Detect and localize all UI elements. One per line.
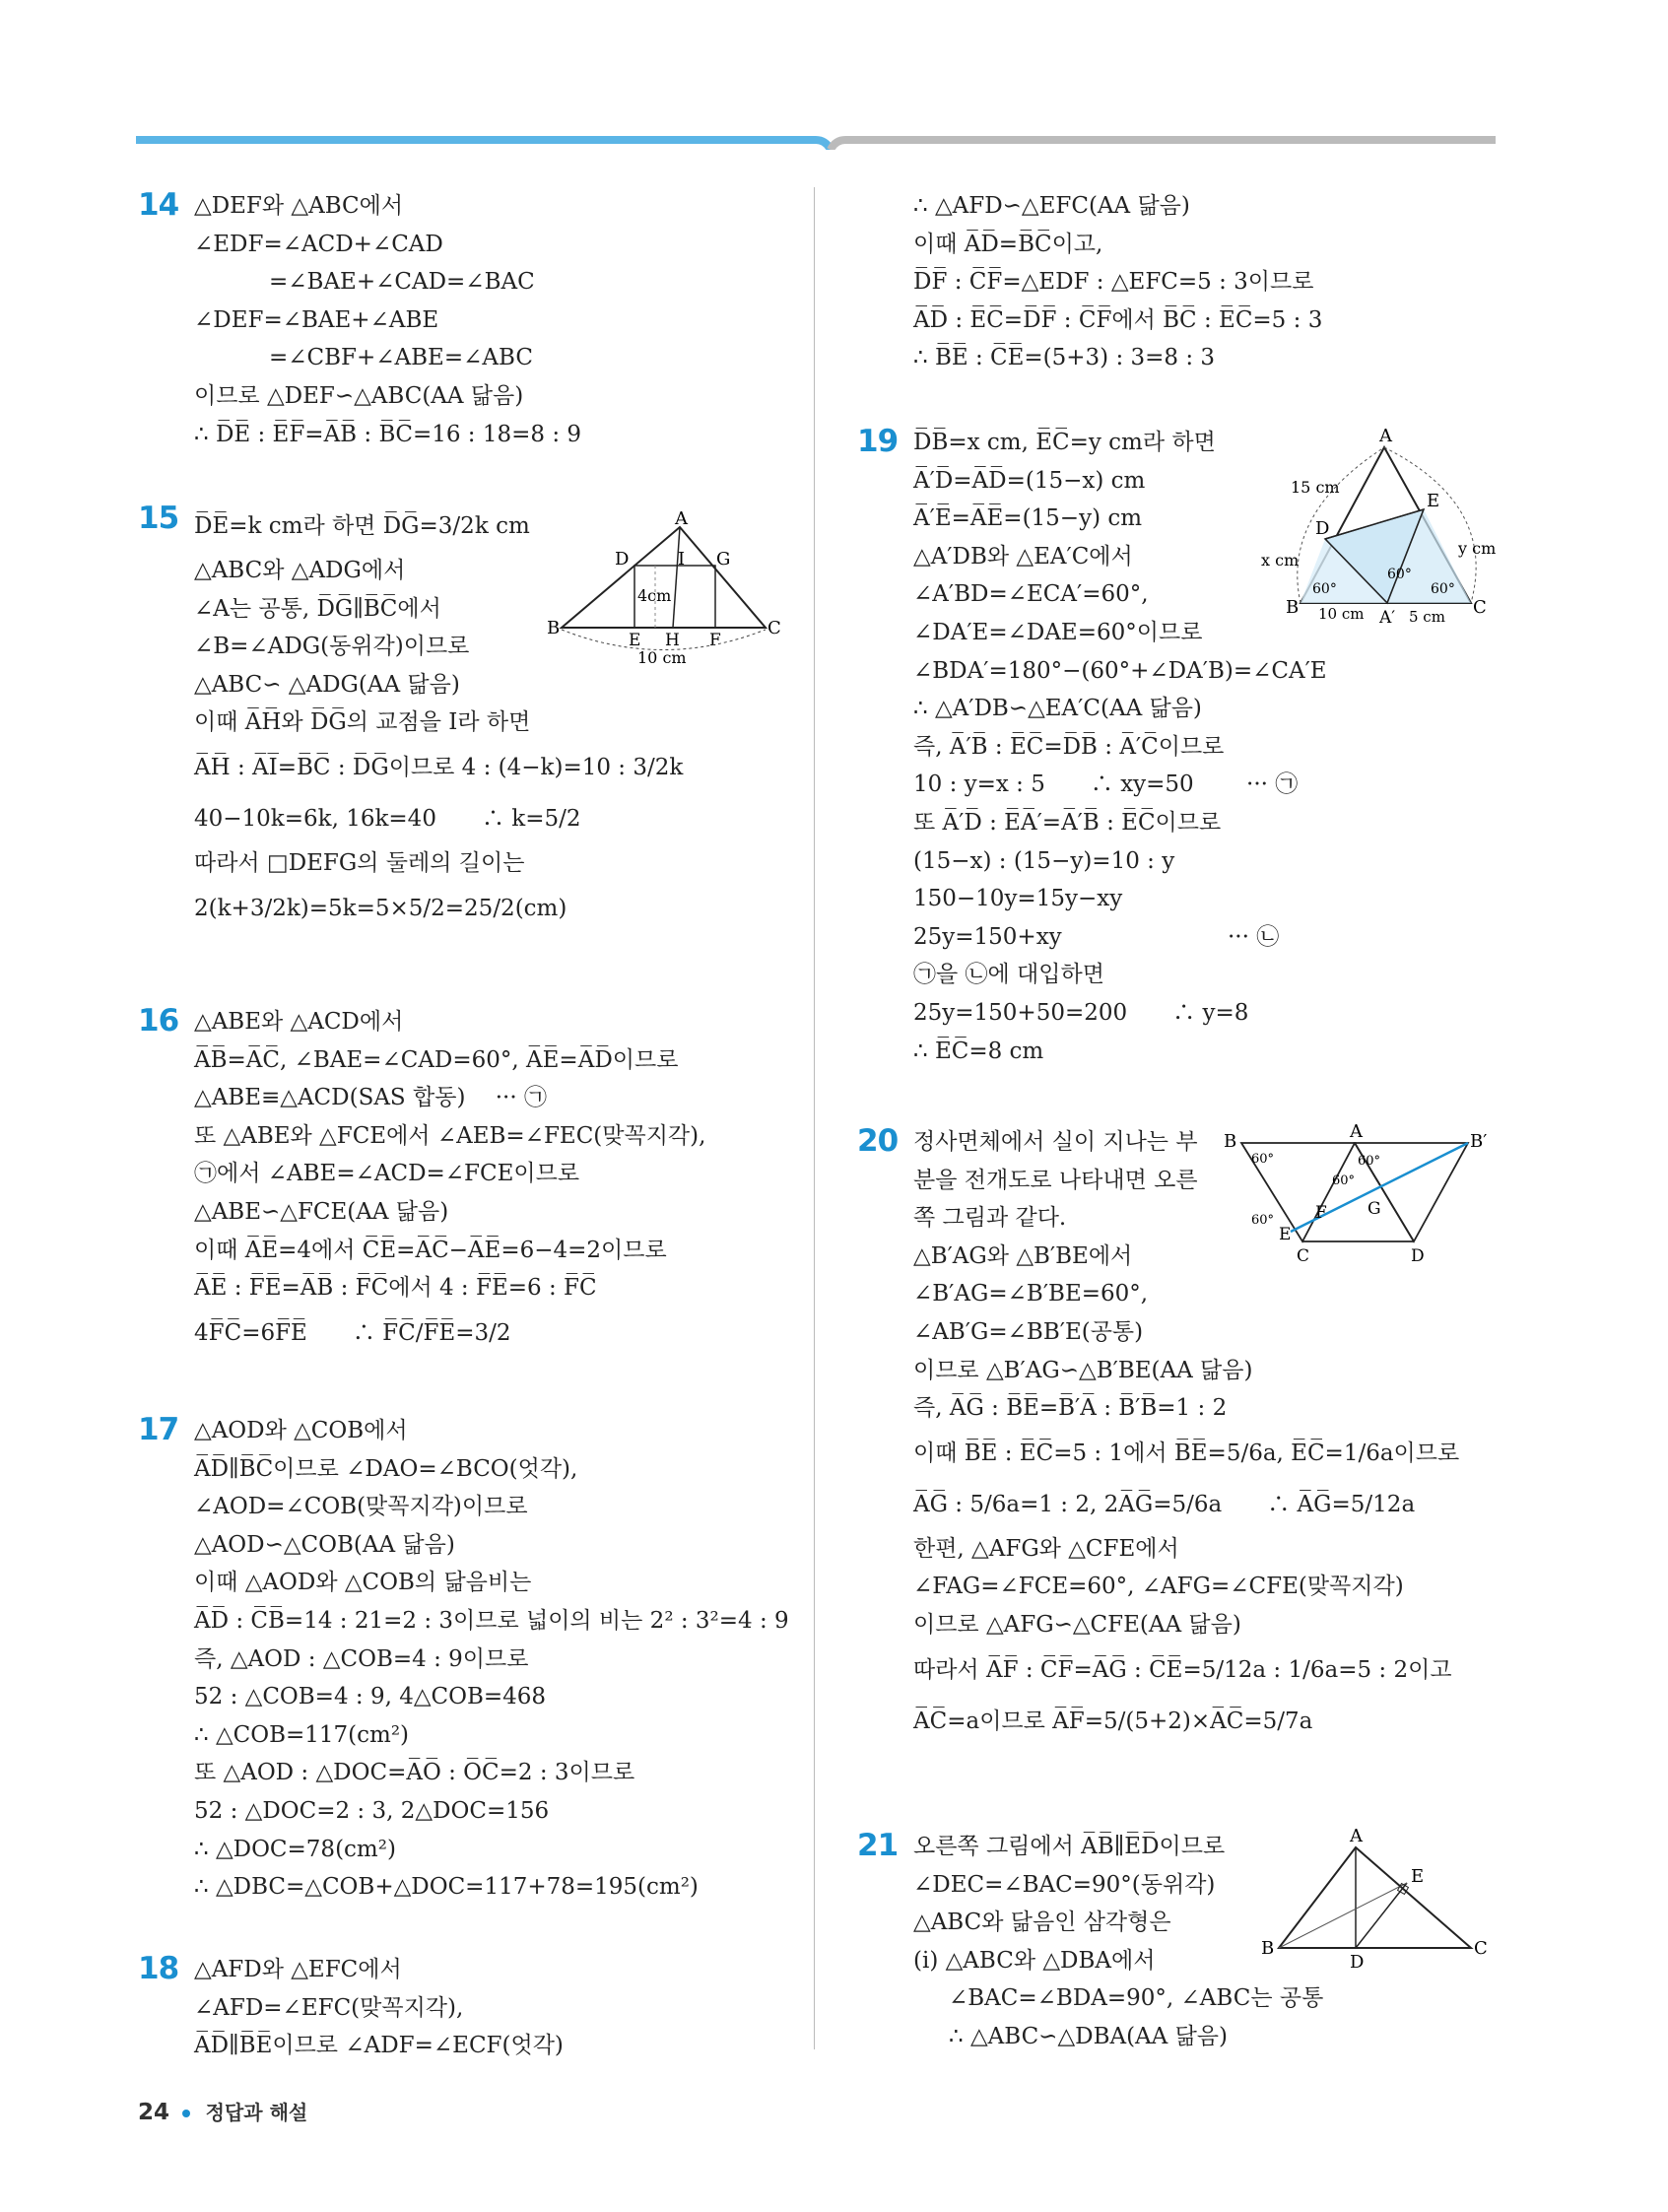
- solution-line: ∠B=∠ADG(동위각)이므로: [194, 634, 470, 660]
- solution-line: △ABC∽ △ADG(AA 닮음): [194, 671, 460, 698]
- solution-line: A̅D̅ : C̅B̅=14 : 21=2 : 3이므로 넓이의 비는 2² : 3²=4 : 9: [194, 1607, 789, 1634]
- solution-line: 쪽 그림과 같다.: [913, 1205, 1067, 1232]
- fig15-A: A: [675, 508, 688, 529]
- fig19-len-5: 5 cm: [1409, 608, 1445, 626]
- solution-line: ㉠을 ㉡에 대입하면: [913, 962, 1104, 988]
- fig15-B: B: [547, 618, 561, 638]
- fig15-E: E: [629, 631, 641, 650]
- fig15-height: 4cm: [637, 586, 672, 605]
- footer-label: 정답과 해설: [205, 2101, 308, 2124]
- solution-line: ∴ B̅E̅ : C̅E̅=(5+3) : 3=8 : 3: [913, 345, 1216, 371]
- problem-number: 16: [138, 1003, 179, 1039]
- fig21-E: E: [1411, 1866, 1425, 1887]
- solution-line: 따라서 □DEFG의 둘레의 길이는: [194, 849, 525, 876]
- solution-line: 즉, △AOD : △COB=4 : 9이므로: [194, 1645, 529, 1672]
- fig19-len-x: x cm: [1261, 551, 1300, 570]
- solution-line: A̅D̅ : E̅C̅=D̅F̅ : C̅F̅에서 B̅C̅ : E̅C̅=5 : 3: [913, 306, 1323, 333]
- solution-line: △ABC와 △ADG에서: [194, 558, 406, 583]
- solution-line: △AOD∽△COB(AA 닮음): [194, 1531, 455, 1558]
- solution-line: ∠AB′G=∠BB′E(공통): [913, 1318, 1144, 1345]
- solution-line: 정사면체에서 실이 지나는 부: [913, 1129, 1198, 1155]
- top-header-bar: [136, 136, 1496, 150]
- solution-line: ∴ △DBC=△COB+△DOC=117+78=195(cm²): [194, 1874, 699, 1901]
- solution-line: △ABC와 닮음인 삼각형은: [913, 1910, 1171, 1936]
- solution-line: ∴ △DOC=78(cm²): [194, 1836, 396, 1862]
- solution-line: ∴ △COB=117(cm²): [194, 1721, 410, 1748]
- solution-line: 즉, A̅G̅ : B̅E̅=B̅′A̅ : B̅′B̅=1 : 2: [913, 1395, 1228, 1422]
- solution-line: △ABE∽△FCE(AA 닮음): [194, 1198, 449, 1225]
- solution-line: ∠EDF=∠ACD+∠CAD: [194, 231, 443, 257]
- solution-line: 이때 A̅D̅=B̅C̅이고,: [913, 231, 1103, 257]
- solution-line: ∴ △A′DB∽△EA′C(AA 닮음): [913, 696, 1202, 722]
- solution-line: A̅′D̅=A̅D̅=(15−x) cm: [913, 467, 1146, 494]
- solution-line: D̅F̅ : C̅F̅=△EDF : △EFC=5 : 3이므로: [913, 269, 1314, 296]
- solution-line: 이므로 △DEF∽△ABC(AA 닮음): [194, 382, 524, 409]
- solution-line: ∠BDA′=180°−(60°+∠DA′B)=∠CA′E: [913, 657, 1327, 684]
- solution-line: (15−x) : (15−y)=10 : y: [913, 847, 1175, 874]
- solution-line: =∠CBF+∠ABE=∠ABC: [269, 345, 533, 371]
- solution-line: 4F̅C̅=6F̅E̅ ∴ F̅C̅/F̅E̅=3/2: [194, 1319, 511, 1346]
- fig19-B: B: [1286, 597, 1300, 618]
- fig21-B: B: [1261, 1938, 1275, 1959]
- solution-line: 2(k+3/2k)=5k=5×5/2=25/2(cm): [194, 895, 567, 921]
- solution-line: 52 : △DOC=2 : 3, 2△DOC=156: [194, 1797, 550, 1824]
- fig20-B: B: [1224, 1131, 1237, 1152]
- fig19-len-15: 15 cm: [1291, 478, 1340, 497]
- fig15-base: 10 cm: [637, 648, 687, 667]
- solution-line: ∠AFD=∠EFC(맞꼭지각),: [194, 1994, 464, 2021]
- solution-line: 분을 전개도로 나타내면 오른: [913, 1167, 1198, 1193]
- fig15-H: H: [665, 631, 680, 650]
- fig20-angle-1: 60°: [1251, 1152, 1275, 1167]
- fig19-len-10: 10 cm: [1318, 605, 1365, 623]
- solution-line: A̅D̅∥B̅C̅이므로 ∠DAO=∠BCO(엇각),: [194, 1455, 578, 1482]
- solution-line: 또 A̅′D̅ : E̅A̅′=A̅′B̅ : E̅C̅이므로: [913, 809, 1222, 836]
- solution-line: 이때 B̅E̅ : E̅C̅=5 : 1에서 B̅E̅=5/6a, E̅C̅=1/6a이므로: [913, 1440, 1460, 1466]
- solution-line: 또 △AOD : △DOC=A̅O̅ : O̅C̅=2 : 3이므로: [194, 1760, 635, 1786]
- fig19-angle-3: 60°: [1431, 581, 1455, 597]
- page-number: 24: [138, 2100, 170, 2125]
- fig19-A: A: [1379, 426, 1392, 446]
- figure-21-right-triangle: [1259, 1828, 1496, 1979]
- solution-line: △B′AG와 △B′BE에서: [913, 1242, 1133, 1269]
- solution-lines: [194, 187, 581, 453]
- solution-line: 이때 △AOD와 △COB의 닮음비는: [194, 1570, 532, 1596]
- solution-line: 즉, A̅′B̅ : E̅C̅=D̅B̅ : A̅′C̅이므로: [913, 733, 1225, 760]
- solution-lines: [913, 187, 1322, 377]
- solution-line: 52 : △COB=4 : 9, 4△COB=468: [194, 1684, 547, 1710]
- solution-line: 150−10y=15y−xy: [913, 886, 1123, 912]
- solution-line: ∠AOD=∠COB(맞꼭지각)이므로: [194, 1494, 528, 1520]
- problem-number: 19: [857, 424, 899, 459]
- solution-line: △ABE와 △ACD에서: [194, 1009, 404, 1035]
- solution-line: (ⅰ) △ABC와 △DBA에서: [913, 1947, 1156, 1974]
- solution-line: ∠DEC=∠BAC=90°(동위각): [913, 1871, 1216, 1898]
- fig19-D: D: [1315, 518, 1330, 539]
- fig19-angle-1: 60°: [1312, 581, 1337, 597]
- solution-line: 또 △ABE와 △FCE에서 ∠AEB=∠FEC(맞꼭지각),: [194, 1122, 706, 1149]
- fig15-D: D: [615, 549, 630, 570]
- fig20-A: A: [1350, 1123, 1363, 1142]
- fig19-E: E: [1427, 491, 1440, 511]
- solution-line: △AOD와 △COB에서: [194, 1418, 408, 1443]
- solution-line: 따라서 A̅F̅ : C̅F̅=A̅G̅ : C̅E̅=5/12a : 1/6a=5 : 2이고: [913, 1656, 1452, 1683]
- problem-number: 20: [857, 1123, 899, 1159]
- solution-lines: [194, 1951, 564, 2065]
- solution-line: D̅E̅=k cm라 하면 D̅G̅=3/2k cm: [194, 513, 530, 539]
- solution-line: A̅E̅ : F̅E̅=A̅B̅ : F̅C̅에서 4 : F̅E̅=6 : F̅C̅: [194, 1275, 597, 1302]
- fig21-C: C: [1474, 1938, 1488, 1959]
- figure-20-net: [1222, 1123, 1498, 1275]
- fig19-C: C: [1473, 597, 1487, 618]
- fig19-A-prime: A′: [1379, 608, 1396, 628]
- solution-line: 25y=150+50=200 ∴ y=8: [913, 999, 1249, 1026]
- solution-line: ∴ △AFD∽△EFC(AA 닮음): [913, 193, 1190, 219]
- solution-line: 오른쪽 그림에서 A̅B̅∥E̅D̅이므로: [913, 1834, 1226, 1859]
- solution-line: △ABE≡△ACD(SAS 합동) ··· ㉠: [194, 1085, 547, 1111]
- problem-number: 17: [138, 1412, 179, 1447]
- problem-number: 15: [138, 501, 179, 536]
- fig15-I: I: [678, 549, 686, 570]
- solution-lines: [194, 1412, 789, 1907]
- solution-line: ∠DA′E=∠DAE=60°이므로: [913, 619, 1203, 645]
- solution-line: 40−10k=6k, 16k=40 ∴ k=5/2: [194, 805, 581, 832]
- solution-lines: [194, 1003, 705, 1359]
- solution-line: ∠BAC=∠BDA=90°, ∠ABC는 공통: [949, 1985, 1324, 2012]
- fig20-angle-3: 60°: [1332, 1173, 1356, 1188]
- solution-line: 이므로 △B′AG∽△B′BE(AA 닮음): [913, 1357, 1253, 1383]
- solution-line: 이때 A̅E̅=4에서 C̅E̅=A̅C̅−A̅E̅=6−4=2이므로: [194, 1237, 667, 1263]
- solution-line: ∠A는 공통, D̅G̅∥B̅C̅에서: [194, 595, 441, 622]
- solution-line: 10 : y=x : 5 ∴ xy=50 ··· ㉠: [913, 771, 1299, 798]
- column-divider: [814, 187, 815, 2049]
- fig20-E: E: [1279, 1225, 1292, 1244]
- fig15-G: G: [716, 549, 731, 570]
- figure-19-folded-triangle: [1261, 426, 1507, 637]
- solution-line: D̅B̅=x cm, E̅C̅=y cm라 하면: [913, 430, 1216, 455]
- problem-number: 21: [857, 1828, 899, 1863]
- solution-line: A̅′E̅=A̅E̅=(15−y) cm: [913, 505, 1143, 532]
- page-footer: [138, 2097, 307, 2125]
- solution-line: 한편, △AFG와 △CFE에서: [913, 1535, 1179, 1562]
- solution-line: ∠FAG=∠FCE=60°, ∠AFG=∠CFE(맞꼭지각): [913, 1574, 1404, 1600]
- problem-number: 14: [138, 187, 179, 223]
- fig15-C: C: [767, 618, 781, 638]
- solution-line: △AFD와 △EFC에서: [194, 1957, 402, 1982]
- fig19-angle-2: 60°: [1387, 567, 1412, 582]
- fig20-C: C: [1297, 1246, 1310, 1266]
- solution-line: =∠BAE+∠CAD=∠BAC: [269, 269, 535, 296]
- solution-line: A̅B̅=A̅C̅, ∠BAE=∠CAD=60°, A̅E̅=A̅D̅이므로: [194, 1046, 679, 1073]
- fig21-A: A: [1350, 1828, 1363, 1846]
- fig19-len-y: y cm: [1458, 539, 1497, 558]
- solution-line: ∠B′AG=∠B′BE=60°,: [913, 1281, 1149, 1307]
- solution-line: A̅H̅ : A̅I̅=B̅C̅ : D̅G̅이므로 4 : (4−k)=10 : 3/2k: [194, 754, 684, 780]
- figure-15-triangle: [547, 507, 783, 674]
- fig15-F: F: [709, 631, 721, 650]
- problem-number: 18: [138, 1951, 179, 1986]
- solution-line: 25y=150+xy ··· ㉡: [913, 923, 1280, 950]
- bullet-dot-icon: [182, 2110, 190, 2117]
- fig20-G: G: [1368, 1199, 1381, 1219]
- fig20-angle-4: 60°: [1251, 1213, 1275, 1228]
- fig20-F: F: [1315, 1203, 1327, 1223]
- solution-line: 이때 A̅H̅와 D̅G̅의 교점을 I라 하면: [194, 709, 531, 736]
- solution-line: ∠DEF=∠BAE+∠ABE: [194, 306, 439, 333]
- solution-line: A̅D̅∥B̅E̅이므로 ∠ADF=∠ECF(엇각): [194, 2033, 564, 2059]
- solution-line: A̅G̅ : 5/6a=1 : 2, 2A̅G̅=5/6a ∴ A̅G̅=5/12a: [913, 1491, 1416, 1517]
- solution-line: ㉠에서 ∠ABE=∠ACD=∠FCE이므로: [194, 1161, 580, 1187]
- fig20-angle-2: 60°: [1358, 1154, 1381, 1169]
- fig20-B-prime: B′: [1470, 1131, 1488, 1152]
- solution-line: 이므로 △AFG∽△CFE(AA 닮음): [913, 1611, 1241, 1638]
- solution-line: ∠A′BD=∠ECA′=60°,: [913, 581, 1149, 608]
- solution-line: ∴ △ABC∽△DBA(AA 닮음): [949, 2023, 1228, 2049]
- solution-line: △DEF와 △ABC에서: [194, 193, 404, 219]
- solution-line: A̅C̅=a이므로 A̅F̅=5/(5+2)×A̅C̅=5/7a: [913, 1708, 1313, 1734]
- fig21-D: D: [1350, 1952, 1365, 1973]
- solution-line: ∴ D̅E̅ : E̅F̅=A̅B̅ : B̅C̅=16 : 18=8 : 9: [194, 421, 582, 447]
- fig20-D: D: [1411, 1246, 1425, 1266]
- solution-line: ∴ E̅C̅=8 cm: [913, 1038, 1044, 1064]
- solution-line: △A′DB와 △EA′C에서: [913, 543, 1133, 570]
